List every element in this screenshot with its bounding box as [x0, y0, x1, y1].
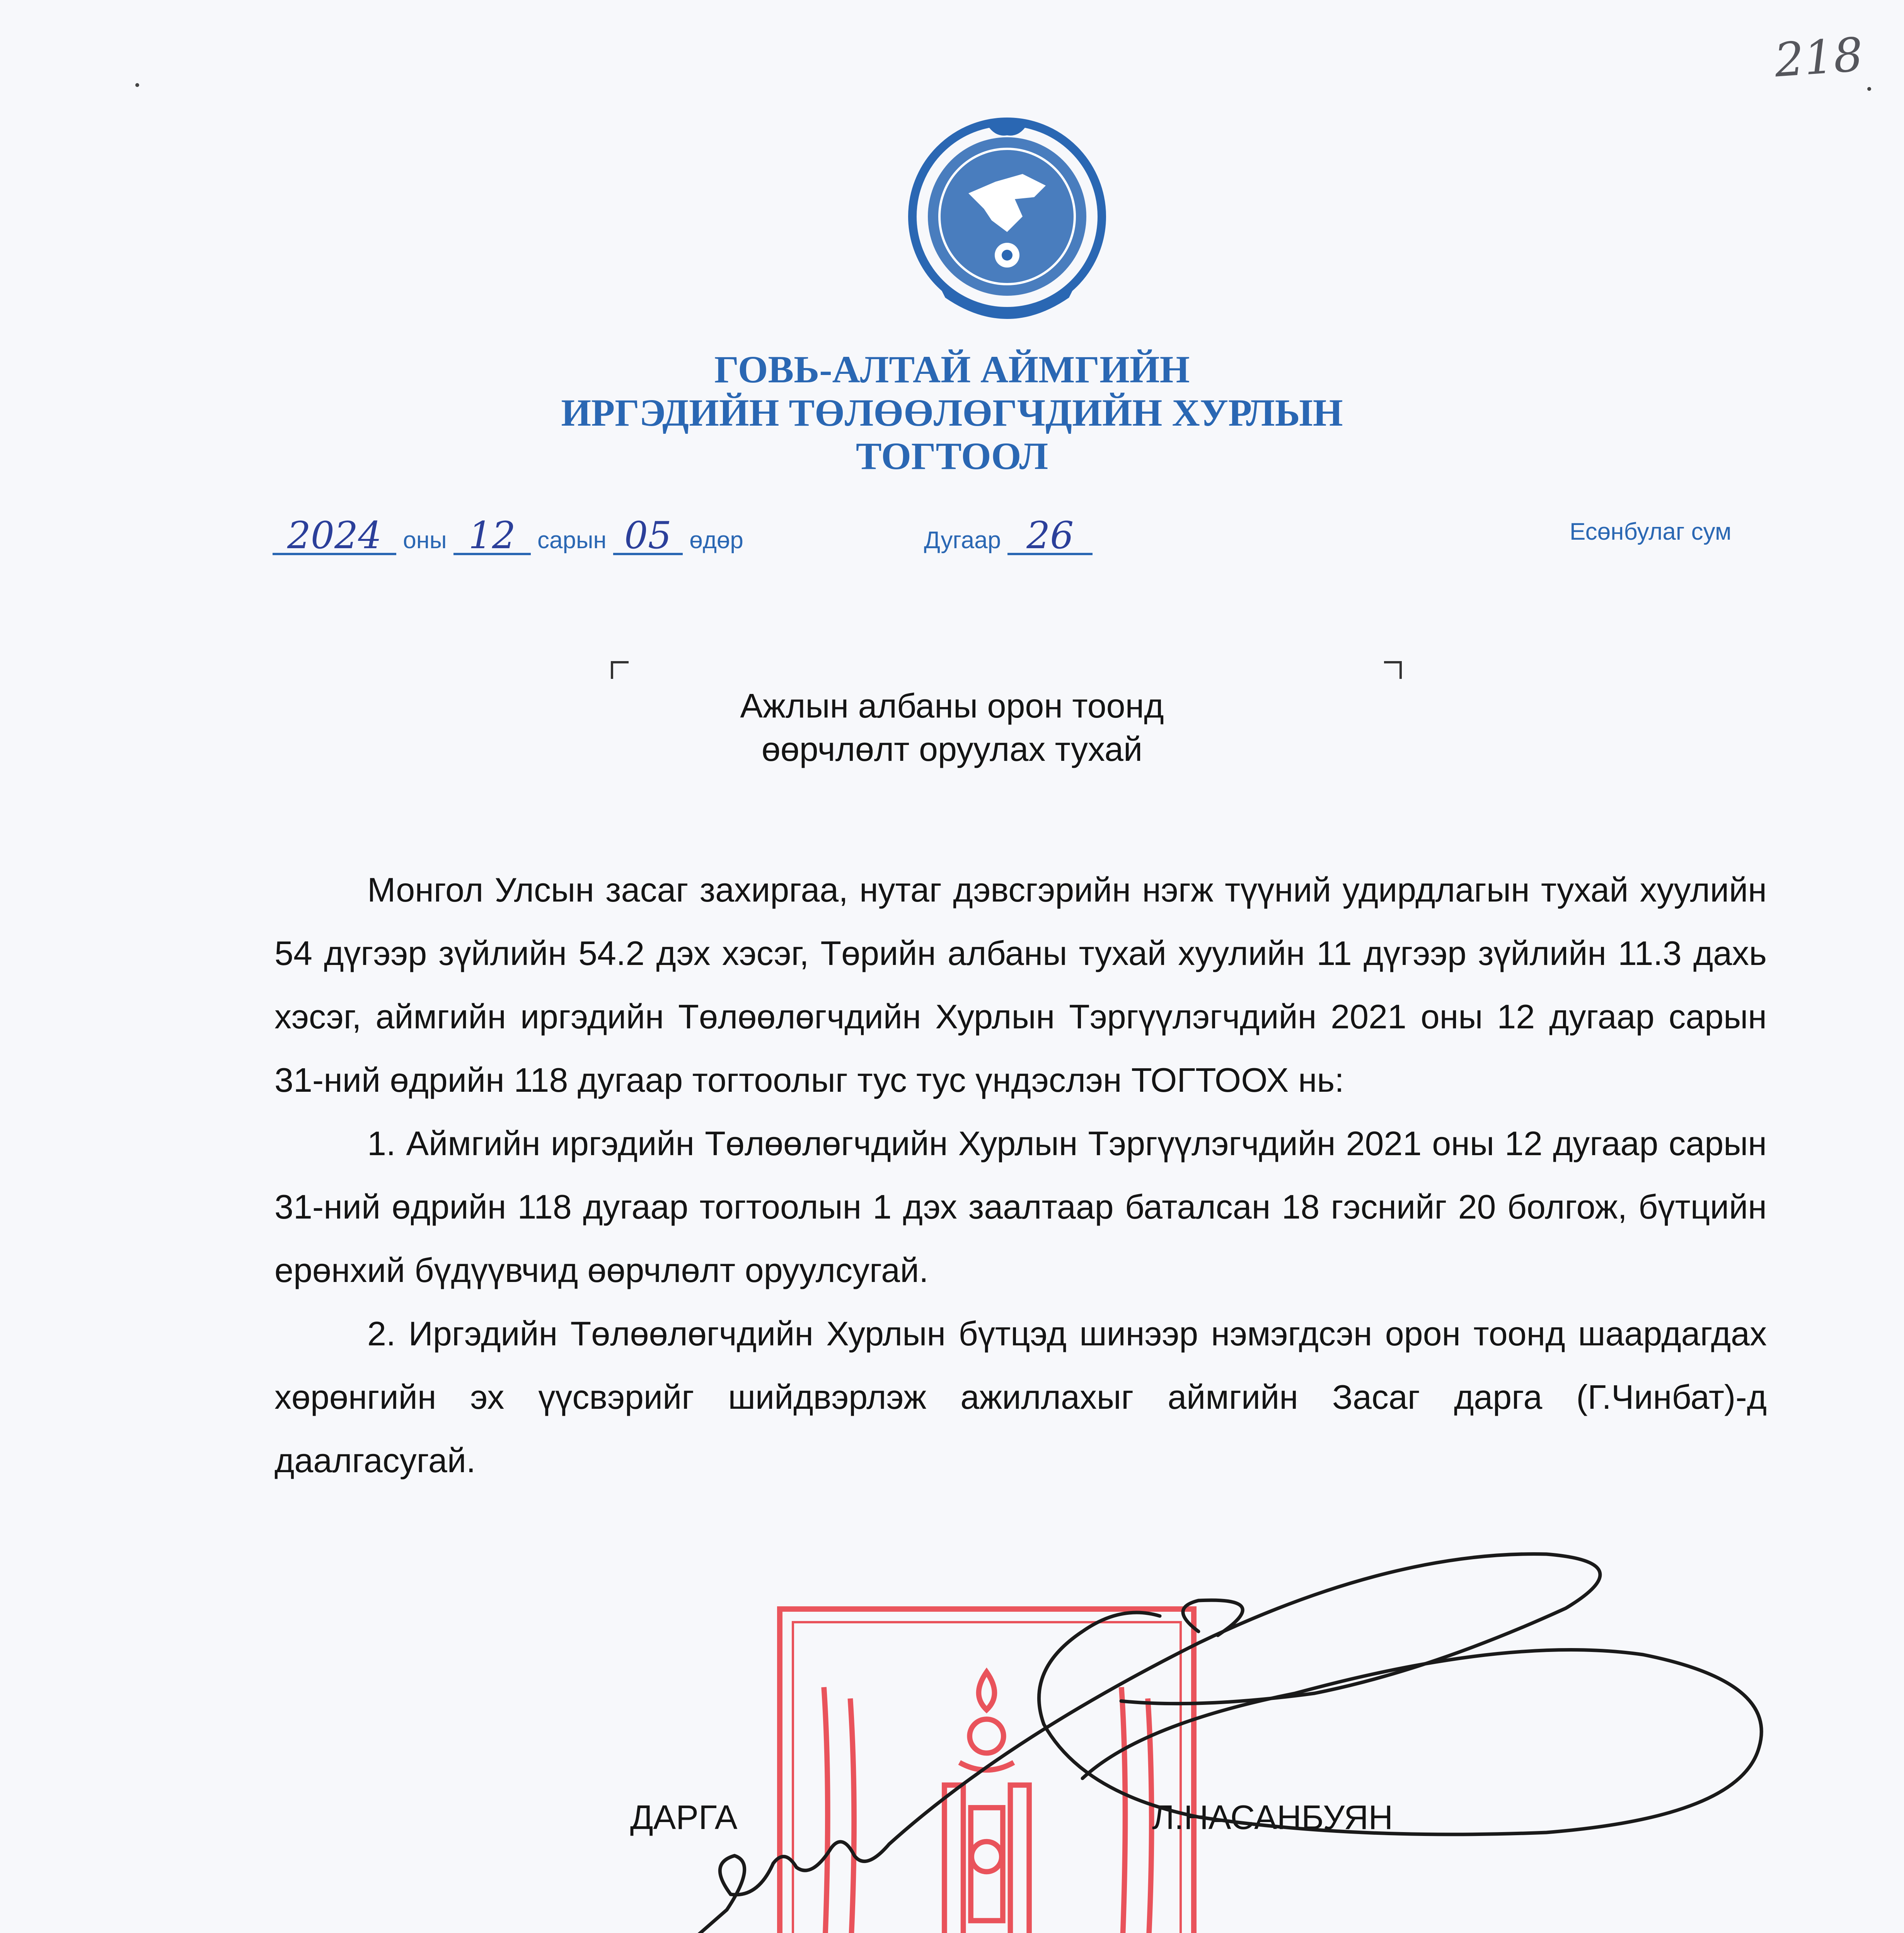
- bracket-top-right: [1384, 661, 1402, 679]
- month-suffix: сарын: [537, 527, 607, 554]
- day-suffix: өдөр: [689, 527, 743, 554]
- preamble-paragraph: Монгол Улсын засаг захиргаа, нутаг дэвсгэрийн нэгж түүний удирдлагын тухай хуулийн 54 дүгээр зүйлийн 54.2 дэх хэсэг, Төрийн албаны тухай хуулийн 11 дүгээр зүйлийн 11.3 дахь хэсэг, аймгийн иргэдийн Төлөөлөгчдийн Хурлын Тэргүүлэгчдийн 2021 оны 12 дугаар сарын 31-ний өдрийн 118 дугаар тогтоолыг тус тус үндэслэн ТОГТООХ нь:: [274, 871, 1767, 1099]
- signer-title: ДАРГА: [630, 1798, 738, 1836]
- document-number: [924, 514, 1093, 557]
- signature-icon: [657, 1508, 1836, 1933]
- day-handwritten: 05: [613, 518, 683, 555]
- bracket-top-left: [611, 661, 629, 679]
- number-handwritten: 26: [1007, 518, 1093, 555]
- resolution-item-2: 2. Иргэдийн Төлөөлөгчдийн Хурлын бүтцэд шинээр нэмэгдсэн орон тоонд шаардагдах хөрөнгийн эх үүсвэрийг шийдвэрлэж ажиллахыг аймгийн Засаг дарга (Г.Чинбат)-д даалгасугай.: [274, 1314, 1767, 1480]
- scan-mark: [1867, 87, 1871, 91]
- header-line-1: ГОВЬ-АЛТАЙ АЙМГИЙН: [714, 348, 1190, 391]
- scan-mark: [135, 83, 139, 87]
- subject-line-1: Ажлын албаны орон тоонд: [740, 687, 1164, 725]
- number-label: Дугаар: [924, 527, 1001, 554]
- document-header: [0, 348, 1904, 478]
- month-handwritten: 12: [453, 518, 531, 555]
- date-line: [273, 514, 743, 557]
- year-suffix: оны: [403, 527, 447, 554]
- subject: [0, 684, 1904, 771]
- place: Есөнбулаг сум: [1570, 518, 1732, 545]
- year-handwritten: 2024: [273, 518, 396, 555]
- signer-name: Л.НАСАНБУЯН: [1152, 1798, 1393, 1836]
- subject-line-2: өөрчлөлт оруулах тухай: [761, 730, 1143, 768]
- body-text: [274, 858, 1767, 1492]
- header-line-3: ТОГТООЛ: [856, 435, 1048, 477]
- state-emblem-icon: [907, 116, 1108, 332]
- header-line-2: ИРГЭДИЙН ТӨЛӨӨЛӨГЧДИЙН ХУРЛЫН: [561, 391, 1343, 434]
- page-number: 218: [1773, 28, 1865, 88]
- resolution-item-1: 1. Аймгийн иргэдийн Төлөөлөгчдийн Хурлын Тэргүүлэгчдийн 2021 оны 12 дугаар сарын 31-ний өдрийн 118 дугаар тогтоолын 1 дэх заалтаар баталсан 18 гэснийг 20 болгож, бүтцийн ерөнхий бүдүүвчид өөрчлөлт оруулсугай.: [274, 1124, 1767, 1289]
